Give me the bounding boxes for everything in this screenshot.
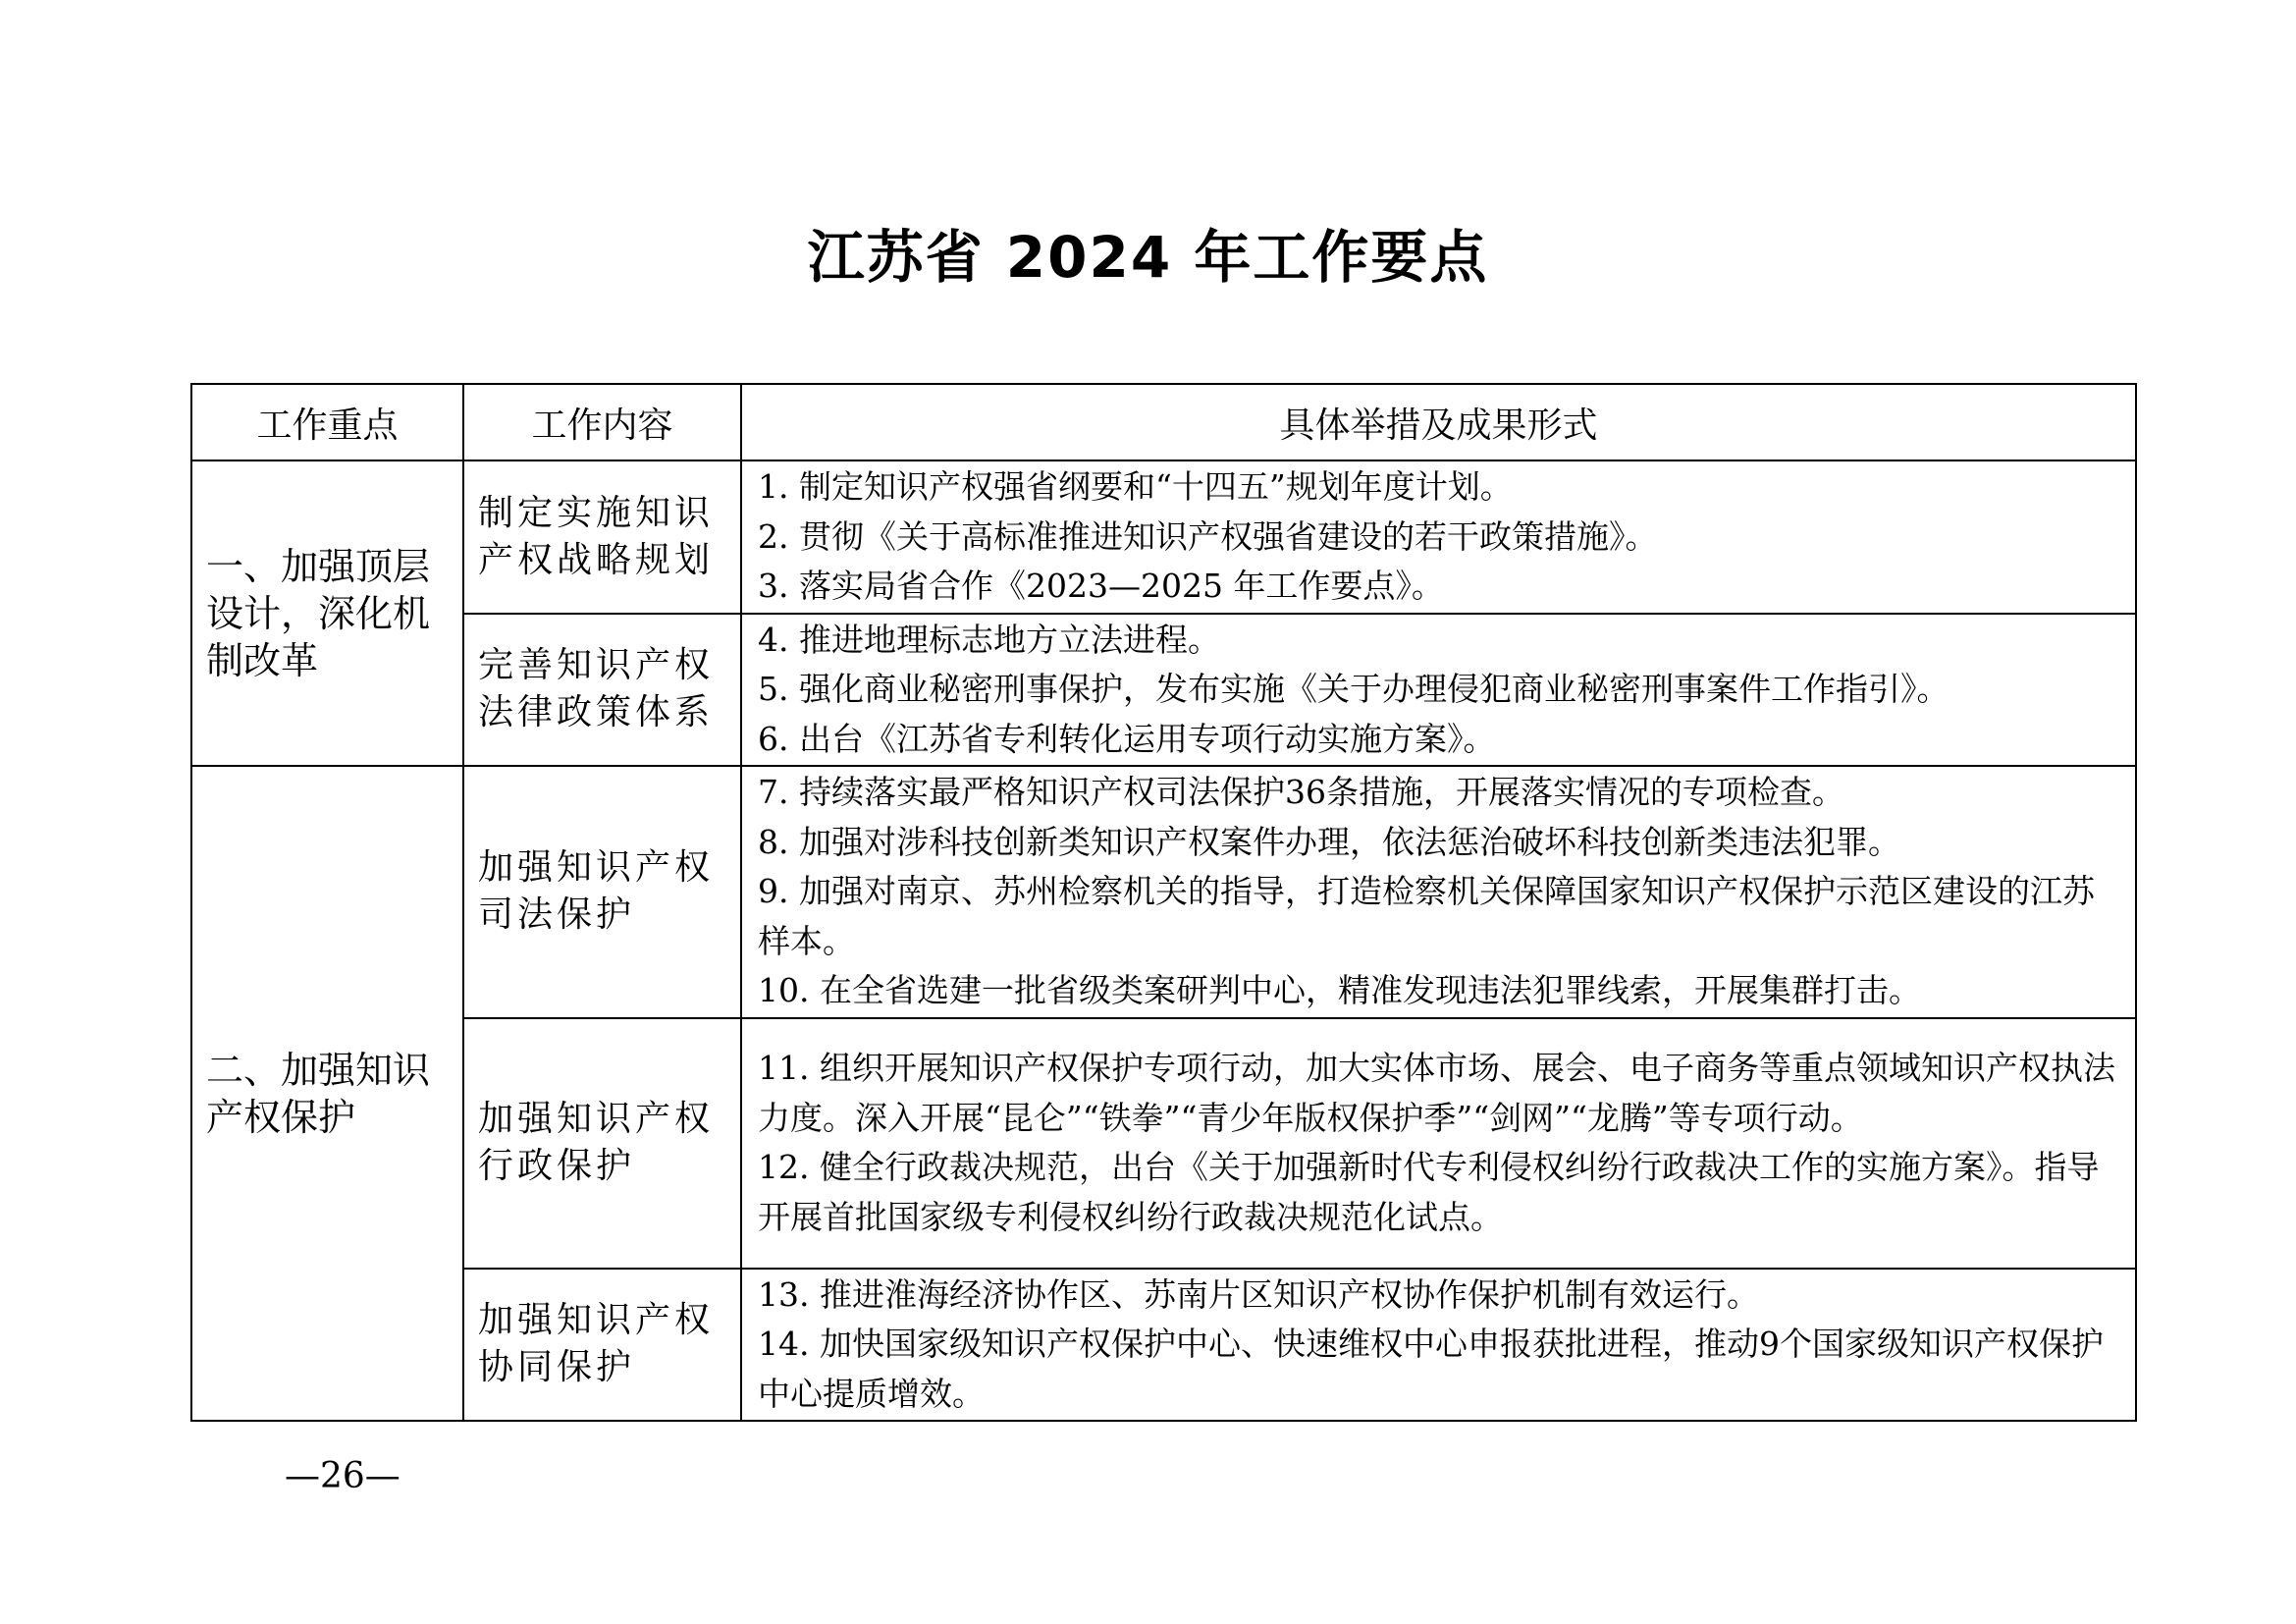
table-row — [191, 1269, 2136, 1422]
measure-item: 10. 在全省选建一批省级类案研判中心，精准发现违法犯罪线索，开展集群打击。 — [758, 971, 1921, 1009]
work-plan-table — [190, 383, 2137, 1422]
content-cell: 加强知识产权协同保护 — [463, 1269, 741, 1422]
measure-item: 13. 推进淮海经济协作区、苏南片区知识产权协作保护机制有效运行。 — [758, 1274, 1759, 1314]
table-row — [191, 1018, 2136, 1269]
measure-item: 4. 推进地理标志地方立法进程。 — [758, 620, 1220, 659]
table-header-row — [191, 384, 2136, 460]
focus-cell: 二、加强知识产权保护 — [191, 766, 463, 1421]
table-row — [191, 460, 2136, 614]
table-row — [191, 766, 2136, 1018]
content-cell: 制定实施知识产权战略规划 — [463, 460, 741, 614]
document-title: 江苏省 2024 年工作要点 — [807, 224, 1489, 291]
measures-cell — [741, 1018, 2136, 1269]
measures-cell — [741, 1269, 2136, 1422]
measure-item: 6. 出台《江苏省专利转化运用专项行动实施方案》。 — [758, 719, 1496, 758]
measure-item: 1. 制定知识产权强省纲要和“十四五”规划年度计划。 — [758, 467, 1513, 506]
page-number: —26— — [285, 1456, 400, 1496]
content-cell: 完善知识产权法律政策体系 — [463, 614, 741, 767]
content-cell: 加强知识产权行政保护 — [463, 1018, 741, 1269]
table-row — [191, 614, 2136, 767]
measure-item: 11. 组织开展知识产权保护专项行动，加大实体市场、展会、电子商务等重点领域知识产权执法力度。深入开展“昆仑”“铁拳”“青少年版权保护季”“剑网”“龙腾”等专项行动。 — [758, 1049, 2115, 1137]
measure-item: 12. 健全行政裁决规范，出台《关于加强新时代专利侵权纠纷行政裁决工作的实施方案》。指导开展首批国家级专利侵权纠纷行政裁决规范化试点。 — [758, 1148, 2100, 1236]
header-content: 工作内容 — [463, 384, 741, 460]
measure-item: 5. 强化商业秘密刑事保护，发布实施《关于办理侵犯商业秘密刑事案件工作指引》。 — [758, 670, 1949, 708]
header-measures: 具体举措及成果形式 — [741, 384, 2136, 460]
content-cell: 加强知识产权司法保护 — [463, 766, 741, 1018]
focus-cell: 一、加强顶层设计，深化机制改革 — [191, 460, 463, 766]
measure-item: 3. 落实局省合作《2023—2025 年工作要点》。 — [758, 567, 1444, 605]
measure-item: 8. 加强对涉科技创新类知识产权案件办理，依法惩治破坏科技创新类违法犯罪。 — [758, 822, 1900, 861]
measure-item: 2. 贯彻《关于高标准推进知识产权强省建设的若干政策措施》。 — [758, 516, 1658, 556]
measures-cell — [741, 460, 2136, 614]
measure-item: 9. 加强对南京、苏州检察机关的指导，打造检察机关保障国家知识产权保护示范区建设的江苏样本。 — [758, 872, 2095, 960]
measures-cell — [741, 766, 2136, 1018]
measure-item: 14. 加快国家级知识产权保护中心、快速维权中心申报获批进程，推动9个国家级知识产权保护中心提质增效。 — [758, 1325, 2104, 1413]
measures-cell — [741, 614, 2136, 767]
measure-item: 7. 持续落实最严格知识产权司法保护36条措施，开展落实情况的专项检查。 — [758, 773, 1844, 811]
header-focus: 工作重点 — [191, 384, 463, 460]
